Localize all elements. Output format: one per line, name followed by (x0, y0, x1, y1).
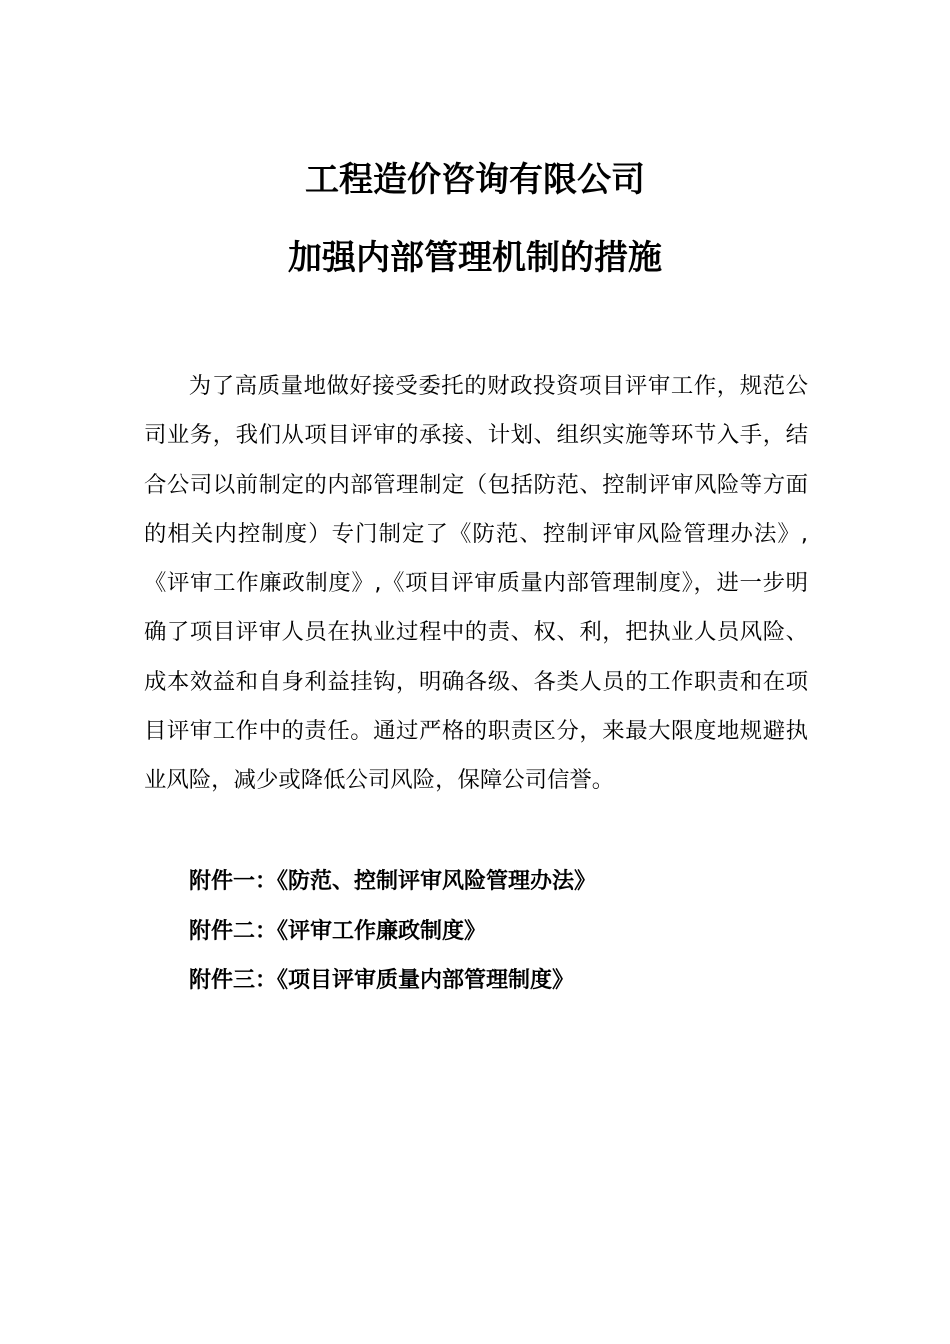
body-text (144, 362, 808, 806)
attachment-2: 附件二：《评审工作廉政制度》 (189, 918, 487, 944)
document-title-line-1: 工程造价咨询有限公司 (305, 160, 645, 200)
body-paragraph: 为了高质量地做好接受委托的财政投资项目评审工作，规范公司业务，我们从项目评审的承接、计划、组织实施等环节入手，结合公司以前制定的内部管理制定（包括防范、控制评审风险等方面的相关内控制度）专门制定了《防范、控制评审风险管理办法》,《评审工作廉政制度》,《项目评审质量内部管理制度》，进一步明确了项目评审人员在执业过程中的责、权、利，把执业人员风险、成本效益和自身利益挂钩，明确各级、各类人员的工作职责和在项目评审工作中的责任。通过严格的职责区分，来最大限度地规避执业风险，减少或降低公司风险，保障公司信誉。 (144, 373, 808, 794)
document-title-line-2: 加强内部管理机制的措施 (288, 238, 662, 278)
attachment-1: 附件一：《防范、控制评审风险管理办法》 (189, 869, 597, 894)
attachment-list (189, 857, 596, 1006)
attachment-3: 附件三：《项目评审质量内部管理制度》 (189, 968, 575, 993)
